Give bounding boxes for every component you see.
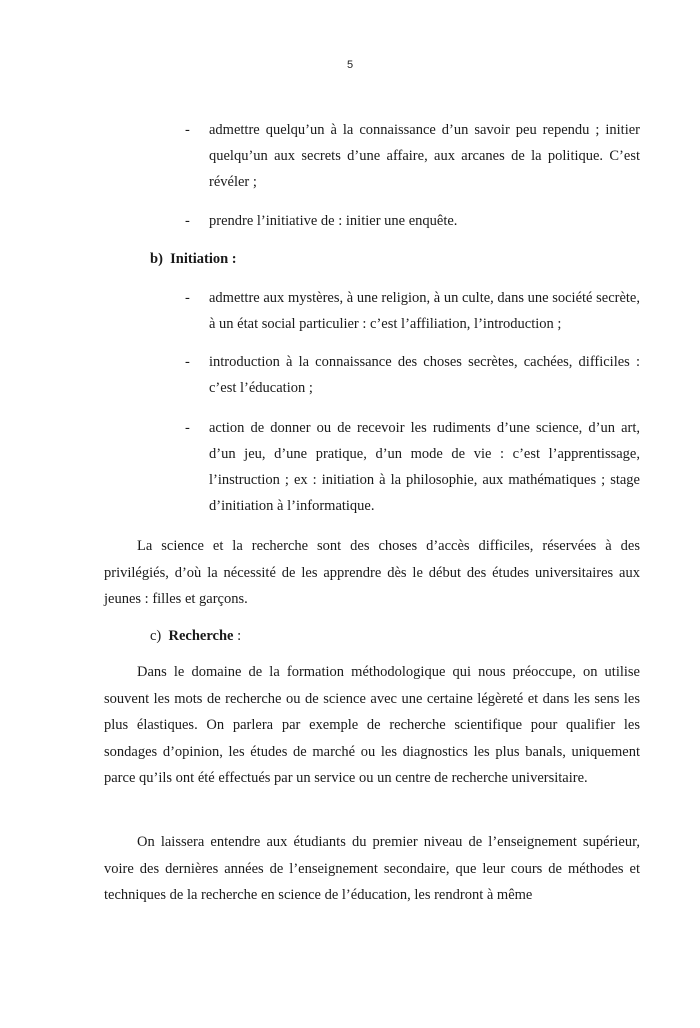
dash-bullet: -: [185, 122, 190, 138]
section-suffix: :: [228, 251, 237, 267]
list-item: [185, 349, 640, 401]
list-item-text: admettre quelqu’un à la connaissance d’un savoir peu rependu ; initier quelqu’un aux secrets d’une affaire, aux arcanes de la politique. C’est révéler ;: [209, 122, 640, 190]
list-item-text: admettre aux mystères, à une religion, à un culte, dans une société secrète, à un état social particulier : c’est l’affiliation, l’introduction ;: [209, 290, 640, 332]
list-item-text: action de donner ou de recevoir les rudiments d’une science, d’un art, d’un jeu, d’une pratique, d’un mode de vie : c’est l’apprentissage, l’instruction ; ex : initiation à la philosophie, aux mathématiques ; stage d’initiation à l’informatique.: [209, 420, 640, 514]
page-number: 5: [346, 59, 354, 71]
list-item: [185, 117, 640, 195]
section-title: Initiation: [170, 251, 229, 267]
section-suffix: :: [233, 628, 242, 644]
list-item-text: prendre l’initiative de : initier une enquête.: [209, 213, 458, 229]
section-label: b): [150, 251, 163, 267]
dash-bullet: -: [185, 290, 190, 306]
section-heading-recherche: [150, 623, 241, 649]
dash-bullet: -: [185, 420, 190, 436]
section-heading-initiation: [150, 246, 237, 272]
body-paragraph: La science et la recherche sont des choses d’accès difficiles, réservées à des privilégiés, d’où la nécessité de les apprendre dès le début des études universitaires aux jeunes : filles et garçons.: [104, 538, 640, 607]
body-paragraph: Dans le domaine de la formation méthodologique qui nous préoccupe, on utilise souvent les mots de recherche ou de science avec une certaine légèreté et dans les sens les plus élastiques. On parlera par exemple de recherche scientifique pour qualifier les sondages d’opinion, les études de marché ou les diagnostics les plus banals, uniquement parce qu’ils ont été effectués par un service ou un centre de recherche universitaire.: [104, 664, 640, 786]
section-title: Recherche: [168, 628, 234, 644]
list-item: [185, 415, 640, 519]
section-label: c): [150, 628, 162, 644]
list-item: [185, 285, 640, 337]
dash-bullet: -: [185, 213, 190, 229]
body-paragraph: On laissera entendre aux étudiants du premier niveau de l’enseignement supérieur, voire des dernières années de l’enseignement secondaire, que leur cours de méthodes et techniques de la recherche en science de l’éducation, les rendront à même: [104, 834, 640, 903]
list-item-text: introduction à la connaissance des choses secrètes, cachées, difficiles : c’est l’éducation ;: [209, 354, 640, 396]
dash-bullet: -: [185, 354, 190, 370]
list-item: [185, 208, 640, 234]
